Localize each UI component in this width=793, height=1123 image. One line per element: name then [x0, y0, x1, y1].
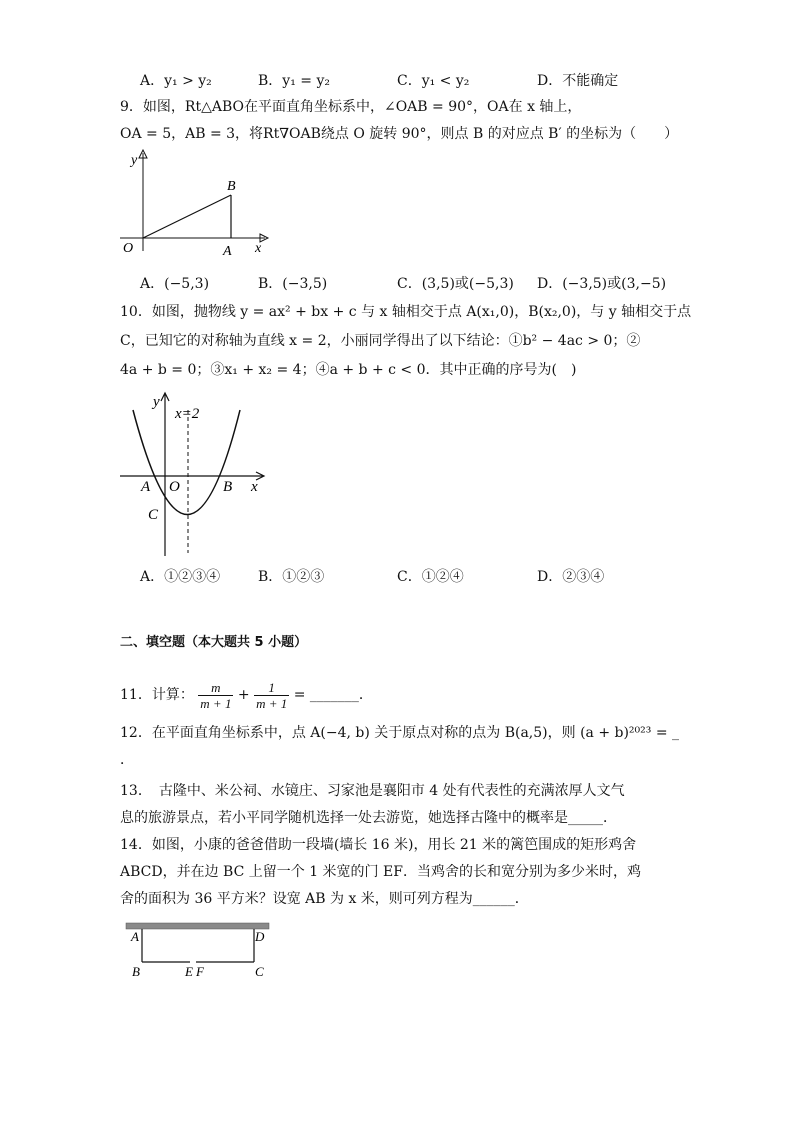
q10-option-a: A．①②③④	[140, 569, 221, 585]
q10-stem-line2: C，已知它的对称轴为直线 x = 2，小丽同学得出了以下结论：①b² − 4ac > 0；②	[120, 333, 641, 349]
q12-line1: 12．在平面直角坐标系中，点 A(−4, b) 关于原点对称的点为 B(a,5)，则 (a + b)²⁰²³ = _	[120, 725, 680, 741]
q8-option-a: A．y₁ > y₂	[140, 73, 212, 89]
q8-option-c: C．y₁ < y₂	[397, 73, 470, 89]
q9-label-y: y	[131, 153, 138, 168]
q10-label-c: C	[148, 507, 159, 523]
q8-option-b: B．y₁ = y₂	[258, 73, 330, 89]
q8-option-d: D．不能确定	[537, 73, 619, 89]
q14-line2: ABCD，并在边 BC 上留一个 1 米宽的门 EF．当鸡舍的长和宽分别为多少米时，鸡	[120, 864, 641, 880]
q11-fraction-2-denominator: m + 1	[256, 695, 288, 711]
q10-label-a: A	[141, 479, 151, 495]
q14-label-a: A	[131, 929, 139, 944]
q11-fraction-2	[254, 680, 289, 711]
q11-fraction-2-numerator: 1	[254, 680, 289, 696]
q9-label-b: B	[227, 179, 236, 194]
q10-label-axis: x=2	[175, 406, 200, 422]
q9-option-c: C．(3,5)或(−5,3)	[397, 276, 514, 292]
q11-fraction-1	[198, 680, 233, 711]
q10-option-b: B．①②③	[258, 569, 325, 585]
q9-segment-ob	[143, 195, 231, 238]
q9-option-d: D．(−3,5)或(3,−5)	[537, 276, 667, 292]
q10-parabola	[133, 410, 240, 515]
q11-fraction-1-numerator: m	[198, 680, 233, 696]
q9-option-a: A．(−5,3)	[140, 276, 210, 292]
q9-stem-line1: 9．如图，Rt△ABO在平面直角坐标系中，∠OAB = 90°，OA在 x 轴上，	[120, 99, 582, 115]
q14-label-f: F	[196, 964, 204, 979]
q10-label-o: O	[169, 479, 180, 495]
q10-figure	[115, 388, 275, 560]
q11-prefix: 11．计算：	[120, 687, 194, 703]
q9-label-a: A	[223, 244, 232, 259]
q12-line2: ．	[120, 752, 134, 768]
q10-label-b: B	[223, 479, 233, 495]
q14-label-b: B	[132, 964, 140, 979]
q10-stem-line1: 10．如图，抛物线 y = ax² + bx + c 与 x 轴相交于点 A(x₁,0)，B(x₂,0)，与 y 轴相交于点	[120, 304, 692, 320]
q9-label-o: O	[123, 241, 134, 256]
q11-fraction-1-denominator: m + 1	[200, 695, 232, 711]
q10-label-x: x	[251, 479, 258, 495]
q14-label-e: E	[185, 964, 193, 979]
q9-figure	[115, 148, 275, 263]
q14-label-d: D	[255, 929, 265, 944]
q11	[120, 676, 373, 714]
q14-line1: 14．如图，小康的爸爸借助一段墙(墙长 16 米)，用长 21 米的篱笆围成的矩形鸡舍	[120, 837, 637, 853]
q13-line2: 息的旅游景点，若小平同学随机选择一处去游览，她选择古隆中的概率是_____．	[120, 810, 617, 826]
q10-option-d: D．②③④	[537, 569, 605, 585]
q9-label-x: x	[255, 241, 262, 256]
q14-wall	[126, 923, 269, 929]
q10-stem-line3: 4a + b = 0；③x₁ + x₂ = 4；④a + b + c < 0．其中正确的序号为( )	[120, 362, 577, 378]
q14-figure	[122, 918, 277, 980]
q9-stem-line2: OA = 5，AB = 3，将Rt∇OAB绕点 O 旋转 90°，则点 B 的对应点 B′ 的坐标为（ ）	[120, 126, 679, 142]
q11-suffix: = _______．	[293, 687, 373, 703]
q14-label-c: C	[255, 964, 264, 979]
q9-option-b: B．(−3,5)	[258, 276, 328, 292]
section2-title: 二、填空题（本大题共 5 小题）	[120, 635, 308, 650]
q10-label-y: y	[153, 394, 160, 410]
q10-option-c: C．①②④	[397, 569, 464, 585]
q11-plus: +	[237, 687, 250, 703]
q13-line1: 13． 古隆中、米公祠、水镜庄、习家池是襄阳市 4 处有代表性的充满浓厚人文气	[120, 783, 625, 799]
q14-line3: 舍的面积为 36 平方米？设宽 AB 为 x 米，则可列方程为______．	[120, 891, 529, 907]
